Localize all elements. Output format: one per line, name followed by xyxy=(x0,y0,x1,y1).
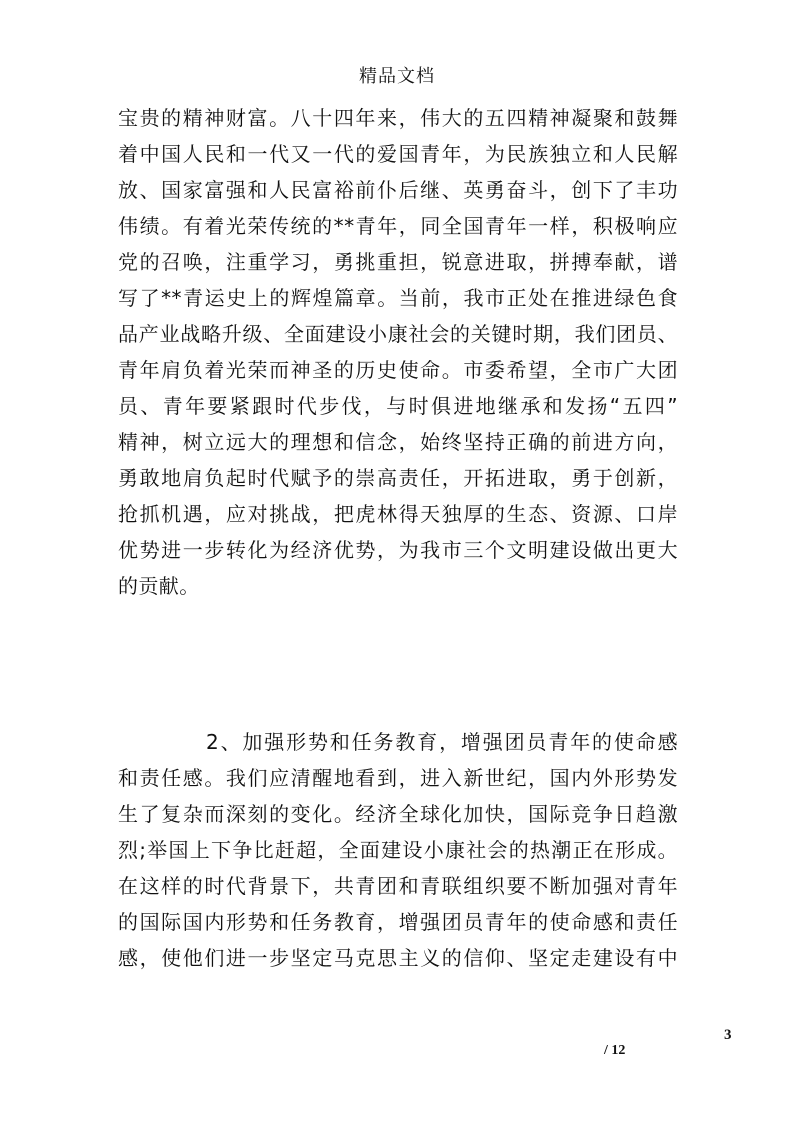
text-line: 生了复杂而深刻的变化。经济全球化加快，国际竞争日趋激 xyxy=(118,802,678,826)
text-line: 伟绩。有着光荣传统的**青年，同全国青年一样，积极响应 xyxy=(118,214,678,238)
text-line: 和责任感。我们应清醒地看到，进入新世纪，国内外形势发 xyxy=(118,766,678,790)
text-line: 优势进一步转化为经济优势，为我市三个文明建设做出更大 xyxy=(118,538,678,562)
text-line: 着中国人民和一代又一代的爱国青年，为民族独立和人民解 xyxy=(118,142,678,166)
text-line: 2、加强形势和任务教育，增强团员青年的使命感 xyxy=(206,730,678,754)
text-line: 精神，树立远大的理想和信念，始终坚持正确的前进方向， xyxy=(118,430,678,454)
text-line: 写了**青运史上的辉煌篇章。当前，我市正处在推进绿色食 xyxy=(118,286,678,310)
text-line: 品产业战略升级、全面建设小康社会的关键时期，我们团员、 xyxy=(118,322,678,346)
page-number: 3 xyxy=(724,1027,732,1043)
page-header: 精品文档 xyxy=(359,66,435,87)
page-total: / 12 xyxy=(604,1043,626,1058)
text-line: 青年肩负着光荣而神圣的历史使命。市委希望，全市广大团 xyxy=(118,358,678,382)
text-line: 烈;举国上下争比赶超，全面建设小康社会的热潮正在形成。 xyxy=(118,838,678,862)
text-line: 宝贵的精神财富。八十四年来，伟大的五四精神凝聚和鼓舞 xyxy=(118,106,678,130)
text-line: 在这样的时代背景下，共青团和青联组织要不断加强对青年 xyxy=(118,874,678,898)
text-line: 抢抓机遇，应对挑战，把虎林得天独厚的生态、资源、口岸 xyxy=(118,502,678,526)
text-line: 党的召唤，注重学习，勇挑重担，锐意进取，拼搏奉献，谱 xyxy=(118,250,678,274)
paragraph-2 xyxy=(118,724,678,976)
text-line: 的贡献。 xyxy=(118,574,200,598)
text-line: 勇敢地肩负起时代赋予的崇高责任，开拓进取，勇于创新， xyxy=(118,466,678,490)
paragraph-1 xyxy=(118,100,678,604)
text-line: 的国际国内形势和任务教育，增强团员青年的使命感和责任 xyxy=(118,910,678,934)
text-line: 员、青年要紧跟时代步伐，与时俱进地继承和发扬“五四” xyxy=(118,394,678,418)
text-line: 放、国家富强和人民富裕前仆后继、英勇奋斗，创下了丰功 xyxy=(118,178,678,202)
text-line: 感，使他们进一步坚定马克思主义的信仰、坚定走建设有中 xyxy=(118,946,678,970)
